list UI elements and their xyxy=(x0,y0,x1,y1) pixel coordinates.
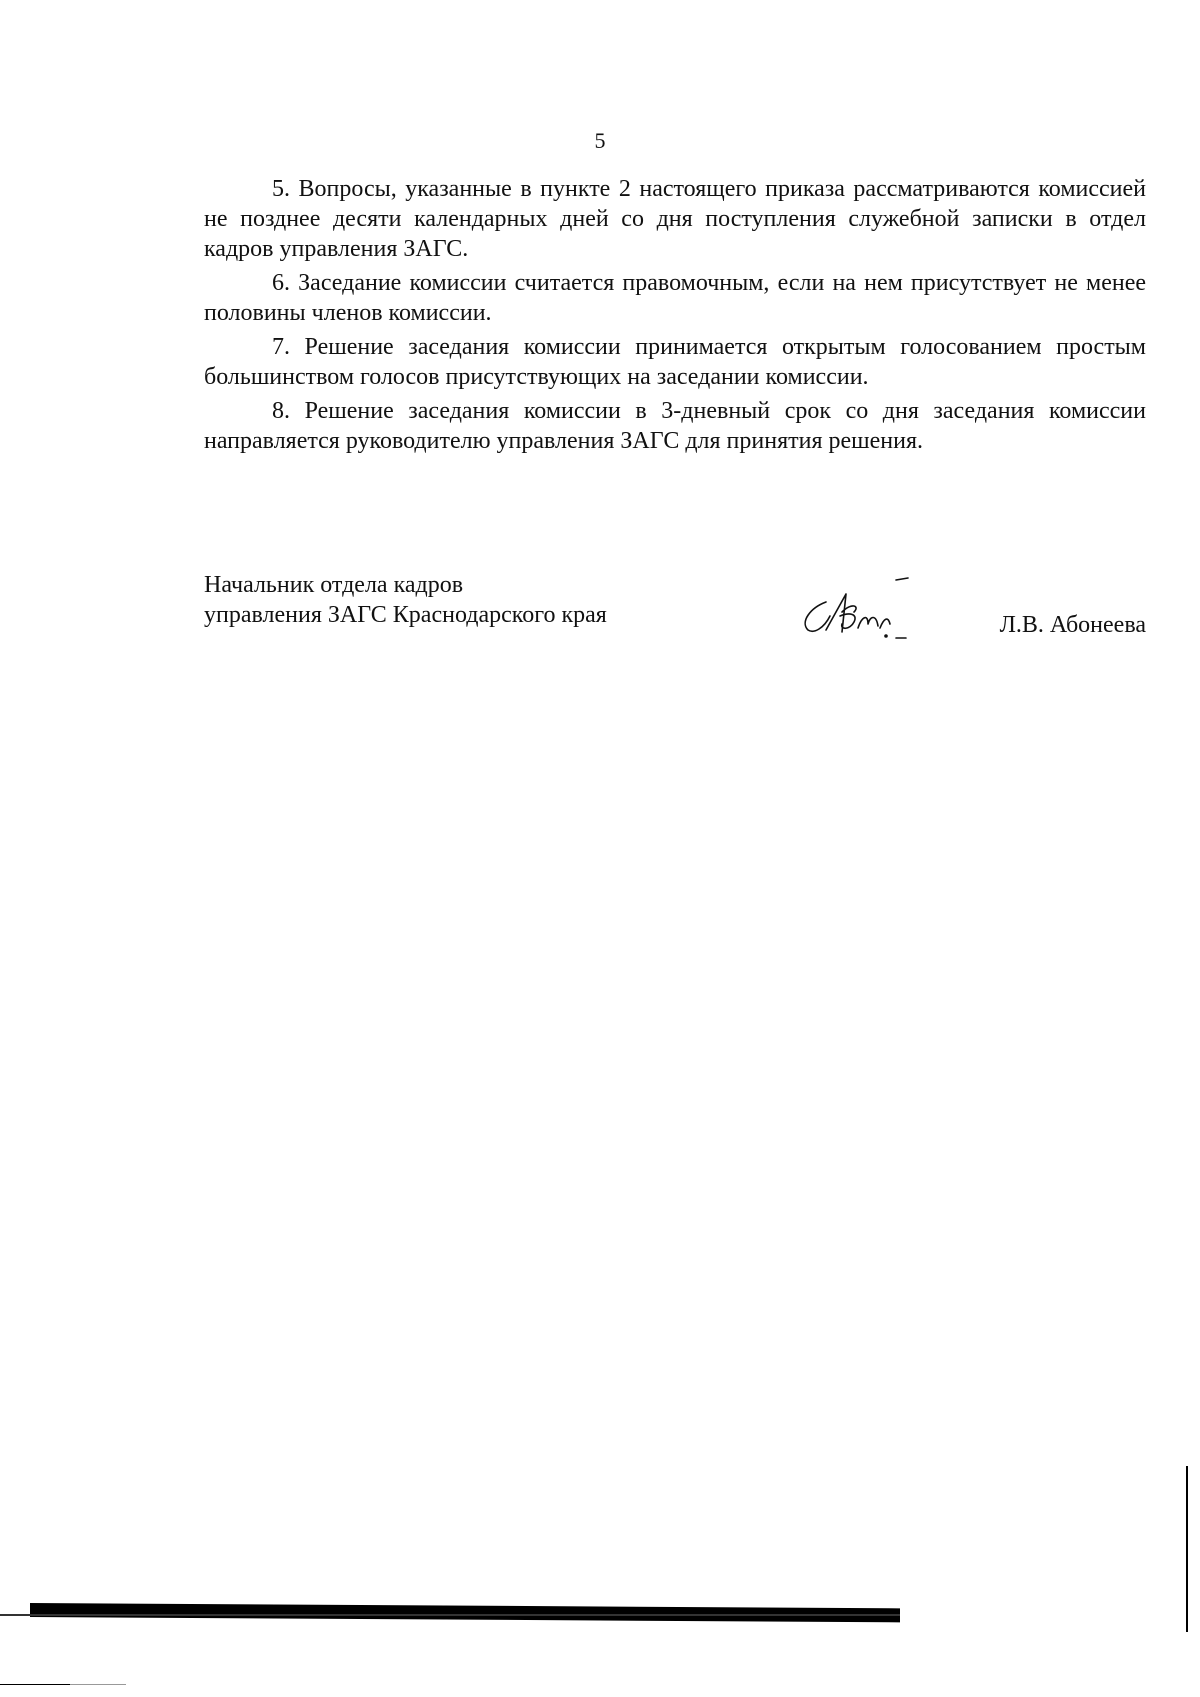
paragraph-number: 5. xyxy=(272,176,290,202)
paragraph-number: 6. xyxy=(272,270,290,296)
handwritten-signature xyxy=(796,572,926,642)
signatory-position-line: управления ЗАГС Краснодарского края xyxy=(204,602,607,628)
scan-artifact-bar xyxy=(30,1603,900,1622)
scan-artifact-bottom-line-faint xyxy=(70,1684,126,1685)
paragraph-6 xyxy=(204,268,1146,328)
paragraph-text: Заседание комиссии считается правомочным, если на нем присутствует не менее половины членов комиссии. xyxy=(204,270,1147,326)
signatory-position-line: Начальник отдела кадров xyxy=(204,572,464,598)
paragraph-number: 8. xyxy=(272,398,290,424)
scan-artifact-line xyxy=(0,1614,900,1616)
document-body xyxy=(204,174,1146,460)
paragraph-8 xyxy=(204,396,1146,456)
signature-block xyxy=(204,570,1146,650)
scan-artifact-edge xyxy=(1186,1466,1188,1632)
signatory-name: Л.В. Абонеева xyxy=(999,612,1146,638)
paragraph-text: Вопросы, указанные в пункте 2 настоящего приказа рассматриваются комиссией не позднее десяти календарных дней со дня поступления служебной записки в отдел кадров управления ЗАГС. xyxy=(204,176,1146,262)
signatory-position xyxy=(204,570,724,630)
paragraph-text: Решение заседания комиссии принимается открытым голосованием простым большинством голосов присутствующих на заседании комиссии. xyxy=(204,334,1146,390)
page-number: 5 xyxy=(594,128,606,153)
paragraph-5 xyxy=(204,174,1146,264)
paragraph-number: 7. xyxy=(272,334,290,360)
paragraph-text: Решение заседания комиссии в 3-дневный срок со дня заседания комиссии направляется руководителю управления ЗАГС для принятия решения. xyxy=(204,398,1146,454)
paragraph-7 xyxy=(204,332,1146,392)
scan-artifact-bottom-line xyxy=(0,1684,70,1685)
